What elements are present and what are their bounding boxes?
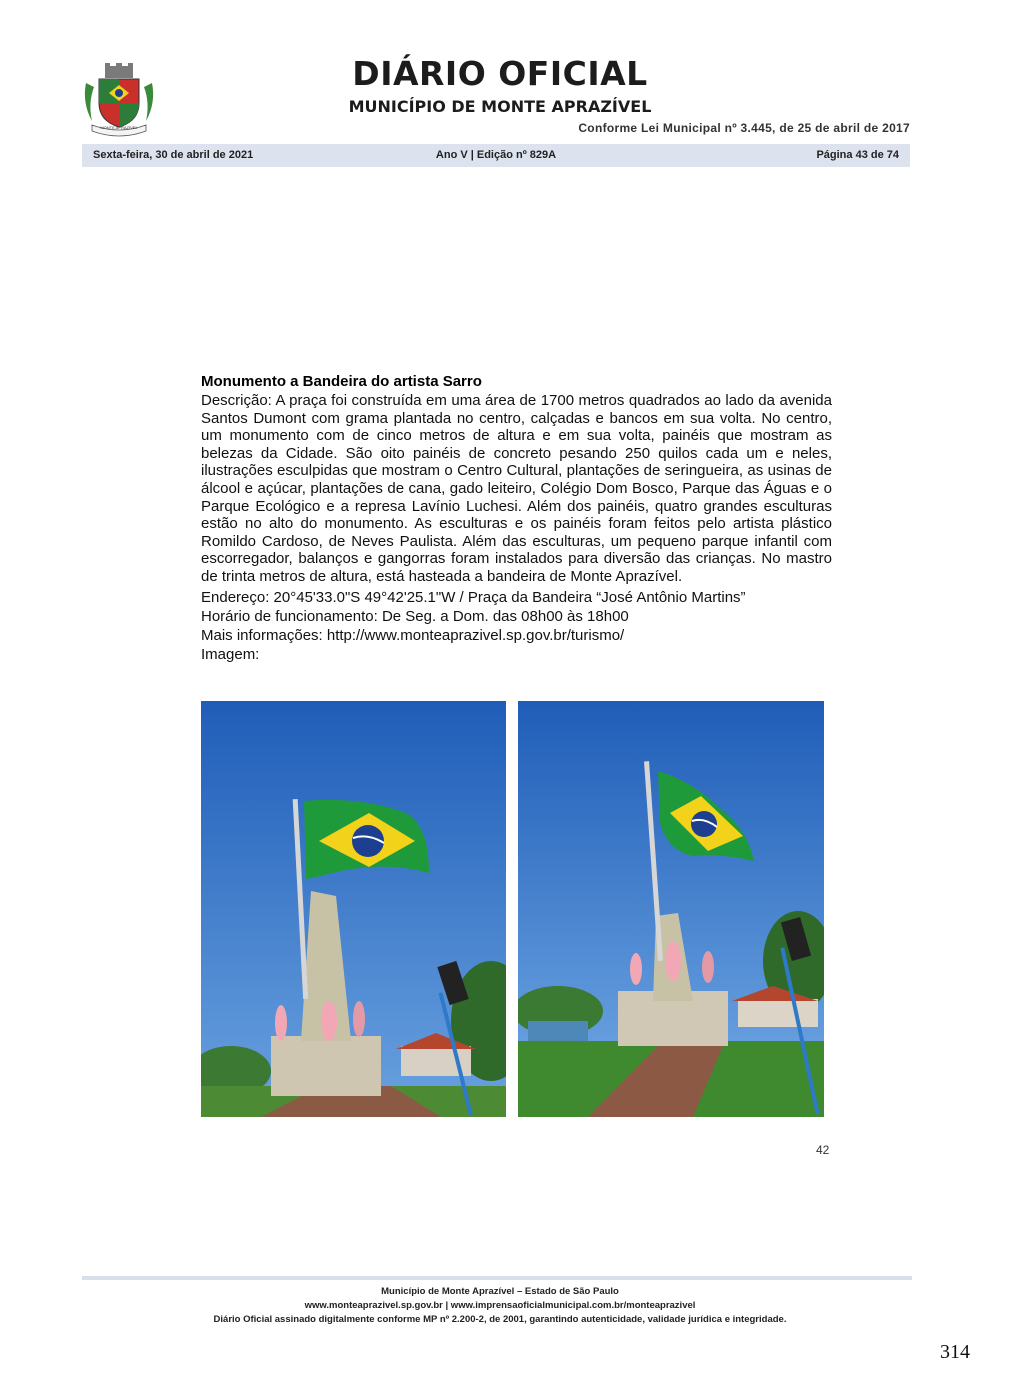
article: [201, 373, 832, 664]
monument-photo-1: [201, 701, 506, 1117]
footer-links: www.monteaprazivel.sp.gov.br | www.imprensaoficialmunicipal.com.br/monteaprazivel: [304, 1300, 696, 1311]
article-hours: Horário de funcionamento: De Seg. a Dom. das 08h00 às 18h00: [201, 607, 629, 625]
page-indicator: Página 43 de 74: [816, 149, 899, 161]
footer-municipality: Município de Monte Aprazível – Estado de São Paulo: [381, 1286, 619, 1297]
page-title: DIÁRIO OFICIAL: [352, 54, 648, 93]
inner-page-number: 42: [816, 1143, 830, 1157]
edition-number: Ano V | Edição nº 829A: [435, 149, 557, 161]
crest-label: MONTE APRAZÍVEL: [100, 125, 138, 130]
article-image-label: Imagem:: [201, 645, 260, 663]
monument-photo-2: [518, 701, 824, 1117]
article-more-info: Mais informações: http://www.monteaprazivel.sp.gov.br/turismo/: [201, 626, 625, 644]
footer-divider: [82, 1276, 912, 1280]
article-description: Descrição: A praça foi construída em uma área de 1700 metros quadrados ao lado da avenida Santos Dumont com grama plantada no centro, calçadas e bancos em sua volta. No centro, um monumento com de cinco metros de altura e em sua volta, painéis que mostram as belezas da Cidade. São oito painéis de concreto pesando 250 quilos cada um e neles, ilustrações esculpidas que mostram o Centro Cultural, plantações de seringueira, as usinas de álcool e açúcar, plantações de cana, gado leiteiro, Colégio Dom Bosco, Parque das Águas e o Parque Ecológico e a represa Lavínio Luchesi. Além dos painéis, quatro grandes esculturas estão no alto do monumento. As esculturas e os painéis foram feitos pelo artista plástico Romildo Cardoso, de Neves Paulista. Além das esculturas, um pequeno parque infantil com escorregador, balanços e gangorras foram instalados para diversão das crianças. No mastro de trinta metros de altura, está hasteada a bandeira de Monte Aprazível.: [201, 392, 832, 585]
municipal-crest: [80, 63, 158, 137]
info-bar: [82, 144, 910, 167]
issue-date: Sexta-feira, 30 de abril de 2021: [93, 149, 254, 161]
article-heading: Monumento a Bandeira do artista Sarro: [201, 373, 482, 390]
law-reference: Conforme Lei Municipal nº 3.445, de 25 de abril de 2017: [578, 121, 910, 135]
article-address: Endereço: 20°45'33.0"S 49°42'25.1"W / Praça da Bandeira “José Antônio Martins”: [201, 588, 746, 606]
footer-signature-note: Diário Oficial assinado digitalmente conforme MP nº 2.200-2, de 2001, garantindo autenticidade, validade jurídica e integridade.: [213, 1314, 787, 1325]
page-subtitle: MUNICÍPIO DE MONTE APRAZÍVEL: [348, 97, 652, 116]
page-stamp-number: 314: [940, 1341, 970, 1363]
